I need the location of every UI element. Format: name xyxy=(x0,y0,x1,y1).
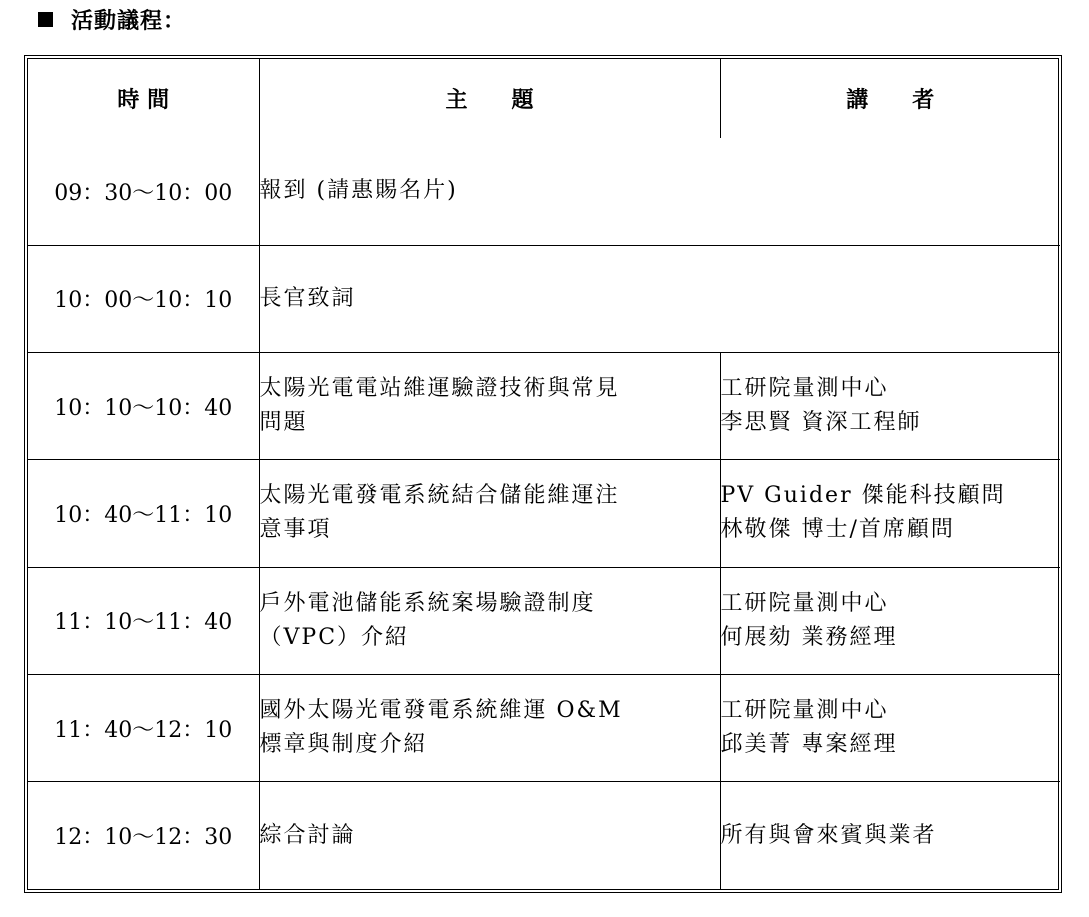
topic-line: 戶外電池儲能系統案場驗證制度 xyxy=(259,590,596,616)
speaker-cell xyxy=(720,674,1060,781)
speaker-cell xyxy=(720,782,1060,889)
speaker-org: 工研院量測中心 xyxy=(720,590,889,616)
table-row xyxy=(28,674,1060,781)
speaker-name: 李思賢 資深工程師 xyxy=(720,410,922,436)
topic-cell xyxy=(259,245,1060,352)
time-cell: 11：10～11：40 xyxy=(28,567,259,674)
topic-cell xyxy=(259,460,720,567)
speaker-cell xyxy=(720,460,1060,567)
topic-cell xyxy=(259,353,720,460)
table-row xyxy=(28,245,1060,352)
table-row xyxy=(28,782,1060,889)
black-square-icon xyxy=(38,12,53,27)
section-heading xyxy=(38,4,186,34)
time-cell: 11：40～12：10 xyxy=(28,674,259,781)
speaker-org: 工研院量測中心 xyxy=(720,698,889,724)
speaker-name: 何展劾 業務經理 xyxy=(720,624,898,650)
time-cell: 10：10～10：40 xyxy=(28,353,259,460)
speaker-cell xyxy=(720,353,1060,460)
speaker-name: 邱美菁 專案經理 xyxy=(720,732,898,758)
table-row xyxy=(28,353,1060,460)
topic-line: （VPC）介紹 xyxy=(259,624,410,650)
header-time: 時 間 xyxy=(28,59,259,138)
time-cell: 10：00～10：10 xyxy=(28,245,259,352)
time-cell: 12：10～12：30 xyxy=(28,782,259,889)
topic-cell xyxy=(259,138,1060,245)
topic-line: 國外太陽光電發電系統維運 O&M xyxy=(259,698,623,724)
speaker-cell xyxy=(720,567,1060,674)
topic-line: 太陽光電電站維運驗證技術與常見 xyxy=(259,376,620,402)
header-speaker: 講 者 xyxy=(720,59,1060,138)
speaker-org: 工研院量測中心 xyxy=(720,376,889,402)
topic-line: 太陽光電發電系統結合儲能維運注 xyxy=(259,483,620,509)
topic-line: 綜合討論 xyxy=(259,822,356,848)
topic-line: 意事項 xyxy=(259,517,332,543)
time-cell: 09：30～10：00 xyxy=(28,138,259,245)
topic-cell xyxy=(259,567,720,674)
section-title-text: 活動議程： xyxy=(71,8,187,34)
table-header-row xyxy=(28,59,1060,138)
topic-line: 問題 xyxy=(259,410,308,436)
topic-cell xyxy=(259,782,720,889)
speaker-org: PV Guider 傑能科技顧問 xyxy=(720,483,1006,509)
topic-line: 長官致詞 xyxy=(259,285,356,311)
topic-cell xyxy=(259,674,720,781)
table-row xyxy=(28,138,1060,245)
speaker-org: 所有與會來賓與業者 xyxy=(720,822,937,848)
time-cell: 10：40～11：10 xyxy=(28,460,259,567)
agenda-table-frame xyxy=(24,55,1062,893)
speaker-name: 林敬傑 博士/首席顧問 xyxy=(720,517,955,543)
table-row xyxy=(28,567,1060,674)
header-topic: 主 題 xyxy=(259,59,720,138)
agenda-table xyxy=(28,59,1060,889)
topic-line: 標章與制度介紹 xyxy=(259,732,428,758)
table-row xyxy=(28,460,1060,567)
topic-line: 報到 (請惠賜名片) xyxy=(259,178,458,204)
